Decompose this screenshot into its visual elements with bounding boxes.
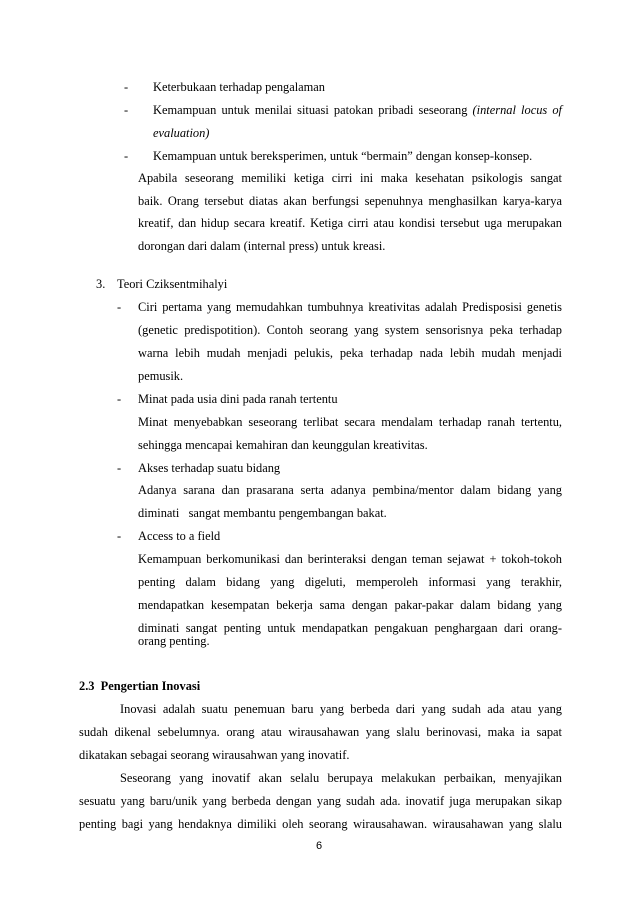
paragraph-line: Seseorang yang inovatif akan selalu berupaya melakukan perbaikan, menyajikan xyxy=(120,771,562,785)
paragraph-line: sudah dikenal sebelumnya. orang atau wirausahawan yang slalu berinovasi, maka ia sapat xyxy=(79,725,562,739)
theory-heading: Teori Cziksentmihalyi xyxy=(117,277,228,291)
list-dash: - xyxy=(124,149,129,163)
paragraph-line: penting dalam bidang yang digeluti, memperoleh informasi yang terakhir, xyxy=(138,575,562,589)
page-number: 6 xyxy=(315,840,323,852)
list-dash: - xyxy=(117,529,122,543)
paragraph-line: mendapatkan kesempatan bekerja sama dengan pakar-pakar dalam bidang yang xyxy=(138,598,562,612)
list-item-openness: Keterbukaan terhadap pengalaman xyxy=(153,80,326,94)
paragraph-line: warna lebih mudah menjadi pelukis, peka terhadap nada lebih mudah menjadi xyxy=(138,346,562,360)
list-item-experiment: Kemampuan untuk bereksperimen, untuk “bermain” dengan konsep-konsep. xyxy=(153,149,533,163)
paragraph-line: dikatakan sebagai seorang wirausahwan yang inovatif. xyxy=(79,748,350,762)
paragraph-line: pemusik. xyxy=(138,369,184,383)
list-item-title: Akses terhadap suatu bidang xyxy=(138,461,281,475)
paragraph-line: Apabila seseorang memiliki ketiga cirri ini maka kesehatan psikologis sangat xyxy=(138,171,562,185)
paragraph-line: diminati sangat penting untuk mendapatkan pengakuan penghargaan dari orang- xyxy=(138,621,562,635)
paragraph-line: baik. Orang tersebut diatas akan berfungsi sepenuhnya menghasilkan karya-karya xyxy=(138,194,562,208)
section-heading: 2.3 Pengertian Inovasi xyxy=(79,679,201,693)
list-dash: - xyxy=(117,461,122,475)
italic-term: (internal locus of xyxy=(472,103,562,117)
paragraph-line: Adanya sarana dan prasarana serta adanya pembina/mentor dalam bidang yang xyxy=(138,483,562,497)
list-item-text: Kemampuan untuk menilai situasi patokan pribadi seseorang xyxy=(153,103,468,117)
paragraph-line: kreatif, dan hidup secara kreatif. Ketiga cirri atau kondisi tersebut uga merupakan xyxy=(138,216,562,230)
list-dash: - xyxy=(124,80,129,94)
paragraph-line: diminati sangat membantu pengembangan bakat. xyxy=(138,506,387,520)
paragraph-line: (genetic predispotition). Contoh seorang yang system sensorisnya peka terhadap xyxy=(138,323,562,337)
paragraph-line: sesuatu yang baru/unik yang berbeda dengan yang sudah ada. inovatif juga merupakan sikap xyxy=(79,794,562,808)
list-number: 3. xyxy=(96,277,106,291)
list-dash: - xyxy=(124,103,129,117)
paragraph-line: Ciri pertama yang memudahkan tumbuhnya kreativitas adalah Predisposisi genetis xyxy=(138,300,562,314)
paragraph-line: Minat menyebabkan seseorang terlibat secara mendalam terhadap ranah tertentu, xyxy=(138,415,562,429)
list-item-internal-locus xyxy=(153,104,562,116)
list-item-title: Access to a field xyxy=(138,529,221,543)
italic-term-continued: evaluation) xyxy=(153,126,210,140)
paragraph-line: Inovasi adalah suatu penemuan baru yang berbeda dari yang sudah ada atau yang xyxy=(120,702,562,716)
list-dash: - xyxy=(117,392,122,406)
paragraph-line: penting bagi yang hendaknya dimiliki oleh seorang wirausahawan. wirausahawan yang slalu xyxy=(79,817,562,831)
list-item-title: Minat pada usia dini pada ranah tertentu xyxy=(138,392,338,406)
paragraph-line: Kemampuan berkomunikasi dan berinteraksi dengan teman sejawat + tokoh-tokoh xyxy=(138,552,562,566)
list-dash: - xyxy=(117,300,122,314)
paragraph-line: orang penting. xyxy=(138,634,210,648)
paragraph-line: dorongan dari dalam (internal press) untuk kreasi. xyxy=(138,239,386,253)
paragraph-line: sehingga mencapai kemahiran dan keunggulan kreativitas. xyxy=(138,438,428,452)
